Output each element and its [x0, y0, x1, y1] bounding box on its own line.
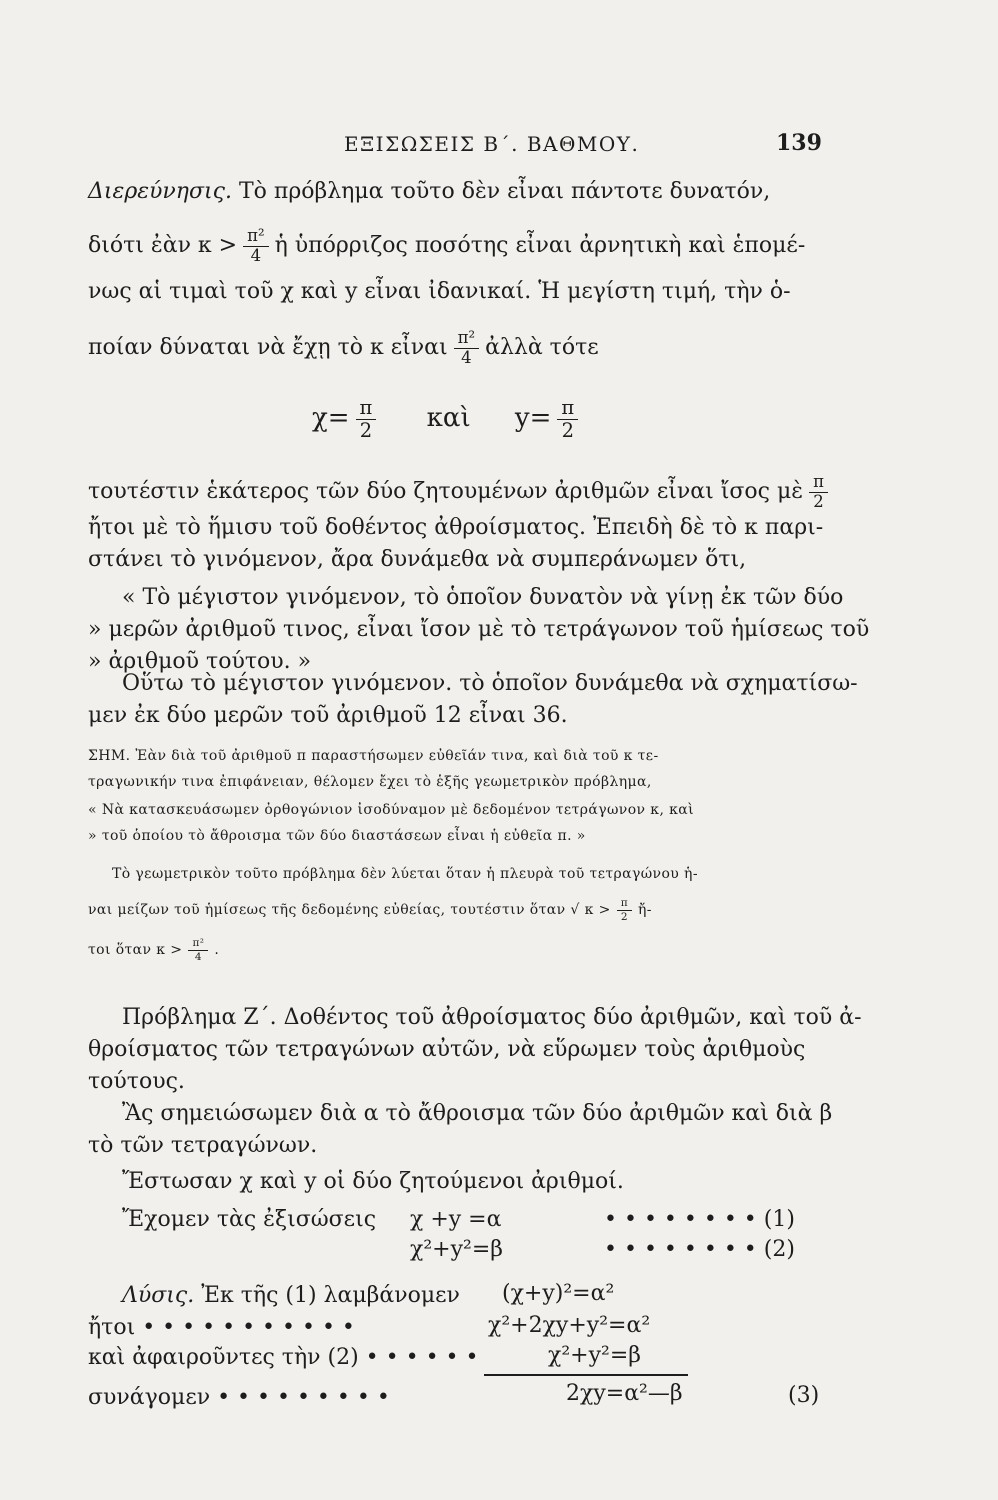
equation-2: χ²+y²=β [410, 1237, 503, 1262]
note-line6-a: ναι μείζων τοῦ ἡμίσεως τῆς δεδομένης εὐθείας, τουτέστιν ὅταν √ κ > [88, 902, 611, 918]
fraction [454, 330, 479, 366]
page-number: 139 [776, 130, 822, 156]
problem-line1: Πρόβλημα Ζ΄. Δοθέντος τοῦ ἀθροίσματος δύο ἀριθμῶν, καὶ τοῦ ἀ- [122, 1005, 862, 1030]
eq-lhs-y: y= [514, 403, 552, 433]
fraction-num: π² [454, 330, 479, 349]
setup-line3: Ἔστωσαν χ καὶ y οἱ δύο ζητούμενοι ἀριθμοί. [122, 1169, 624, 1194]
note-line7-a: τοι ὅταν κ > [88, 942, 183, 958]
note-line5: Τὸ γεωμετρικὸν τοῦτο πρόβλημα δὲν λύεται ὅταν ἡ πλευρὰ τοῦ τετραγώνου ἡ- [112, 866, 698, 882]
eq-lhs-x: χ= [312, 403, 350, 433]
fraction [617, 898, 632, 922]
quote-line3: » ἀριθμοῦ τούτου. » [88, 649, 312, 674]
fraction-den: 2 [813, 491, 824, 511]
para1-line3: νως αἱ τιμαὶ τοῦ χ καὶ y εἶναι ἰδανικαί. Ἡ μεγίστη τιμή, τὴν ὁ- [88, 279, 791, 304]
para1-line2 [88, 228, 805, 264]
fraction-num: π² [243, 228, 268, 247]
solution-line1 [122, 1282, 460, 1310]
fraction [557, 398, 578, 440]
para2-line1-a: τουτέστιν ἑκάτερος τῶν δύο ζητουμένων ἀριθμῶν εἶναι ἴσος μὲ [88, 479, 804, 504]
solution-eq1: (χ+y)²=α² [502, 1281, 615, 1306]
para1-line4-a: ποίαν δύναται νὰ ἔχῃ τὸ κ εἶναι [88, 335, 448, 360]
para1-line2-a: διότι ἐὰν κ > [88, 233, 238, 258]
quote-line1: « Τὸ μέγιστον γινόμενον, τὸ ὁποῖον δυνατὸν νὰ γίνῃ ἐκ τῶν δύο [122, 585, 844, 610]
note-line3: « Νὰ κατασκευάσωμεν ὀρθογώνιον ἰσοδύναμον μὲ δεδομένον τετράγωνον κ, καὶ [88, 802, 695, 818]
solution-eq4: 2χy=α²—β [566, 1381, 683, 1406]
para2-line2: ἤτοι μὲ τὸ ἥμισυ τοῦ δοθέντος ἀθροίσματος. Ἐπειδὴ δὲ τὸ κ παρι- [88, 515, 824, 540]
note-line2: τραγωνικήν τινα ἐπιφάνειαν, θέλομεν ἔχει τὸ ἑξῆς γεωμετρικὸν πρόβλημα, [88, 774, 652, 790]
fraction-den: 2 [620, 910, 628, 923]
equation-3-tag: (3) [788, 1383, 820, 1408]
note-line6 [88, 898, 652, 922]
fraction-num: π² [188, 938, 208, 951]
note-line1: ΣΗΜ. Ἐὰν διὰ τοῦ ἀριθμοῦ π παραστήσωμεν εὐθεῖάν τινα, καὶ διὰ τοῦ κ τε- [88, 748, 659, 764]
equations-intro: Ἔχομεν τὰς ἐξισώσεις [122, 1207, 377, 1232]
solution-line3-label: καὶ ἀφαιροῦντες τὴν (2) • • • • • • [88, 1345, 479, 1370]
running-header: ΕΞΙΣΩΣΕΙΣ Β΄. ΒΑΘΜΟΥ. [344, 132, 640, 156]
equation-2-tag: • • • • • • • • (2) [604, 1237, 795, 1262]
example-line2: μεν ἐκ δύο μερῶν τοῦ ἀριθμοῦ 12 εἶναι 36. [88, 703, 568, 728]
fraction [356, 398, 377, 440]
equation-1: χ +y =α [410, 1207, 502, 1232]
note-line4: » τοῦ ὁποίου τὸ ἄθροισμα τῶν δύο διαστάσεων εἶναι ἡ εὐθεῖα π. » [88, 828, 586, 844]
section-label: Διερεύνησις. [88, 179, 232, 204]
fraction-den: 4 [250, 245, 262, 265]
para1-line4 [88, 330, 599, 366]
fraction-den: 2 [561, 418, 575, 442]
subtraction-rule [484, 1374, 688, 1376]
para1-line1 [88, 178, 770, 206]
solution-line1-text: Ἐκ τῆς (1) λαμβάνομεν [201, 1283, 460, 1308]
para1-line1-text: Τὸ πρόβλημα τοῦτο δὲν εἶναι πάντοτε δυνατόν, [238, 179, 771, 204]
solution-line2-label: ἤτοι • • • • • • • • • • • [88, 1315, 355, 1340]
fraction [809, 474, 828, 510]
quote-line2: » μερῶν ἀριθμοῦ τινος, εἶναι ἴσον μὲ τὸ τετράγωνον τοῦ ἡμίσεως τοῦ [88, 617, 870, 642]
problem-line3: τούτους. [88, 1069, 185, 1094]
fraction [188, 938, 208, 962]
equation-1-tag: • • • • • • • • (1) [604, 1207, 795, 1232]
note-line7-b: . [214, 942, 220, 958]
display-equation [312, 398, 584, 440]
setup-line2: τὸ τῶν τετραγώνων. [88, 1133, 318, 1158]
fraction-num: π [356, 398, 377, 420]
fraction-den: 4 [194, 950, 202, 963]
solution-eq3: χ²+y²=β [548, 1343, 641, 1368]
fraction [243, 228, 268, 264]
para1-line4-b: ἀλλὰ τότε [485, 335, 599, 360]
para1-line2-b: ἡ ὑπόρριζος ποσότης εἶναι ἀρνητικὴ καὶ ἑπομέ- [274, 233, 806, 258]
setup-line1: Ἂς σημειώσωμεν διὰ α τὸ ἄθροισμα τῶν δύο ἀριθμῶν καὶ διὰ β [122, 1101, 833, 1126]
fraction-num: π [557, 398, 578, 420]
fraction-num: π [617, 898, 632, 911]
eq-conjunction: καὶ [426, 403, 471, 433]
example-line1: Οὕτω τὸ μέγιστον γινόμενον. τὸ ὁποῖον δυνάμεθα νὰ σχηματίσω- [122, 671, 858, 696]
fraction-num: π [809, 474, 828, 493]
fraction-den: 4 [461, 347, 472, 367]
solution-label: Λύσις. [122, 1283, 195, 1308]
fraction-den: 2 [359, 418, 373, 442]
para2-line3: στάνει τὸ γινόμενον, ἄρα δυνάμεθα νὰ συμπεράνωμεν ὅτι, [88, 547, 747, 572]
problem-line2: θροίσματος τῶν τετραγώνων αὐτῶν, νὰ εὕρωμεν τοὺς ἀριθμοὺς [88, 1037, 806, 1062]
solution-eq2: χ²+2χy+y²=α² [488, 1313, 651, 1338]
para2-line1 [88, 474, 834, 510]
note-line7 [88, 938, 219, 962]
note-line6-b: ἤ- [638, 902, 652, 918]
solution-line4-label: συνάγομεν • • • • • • • • • [88, 1385, 390, 1410]
